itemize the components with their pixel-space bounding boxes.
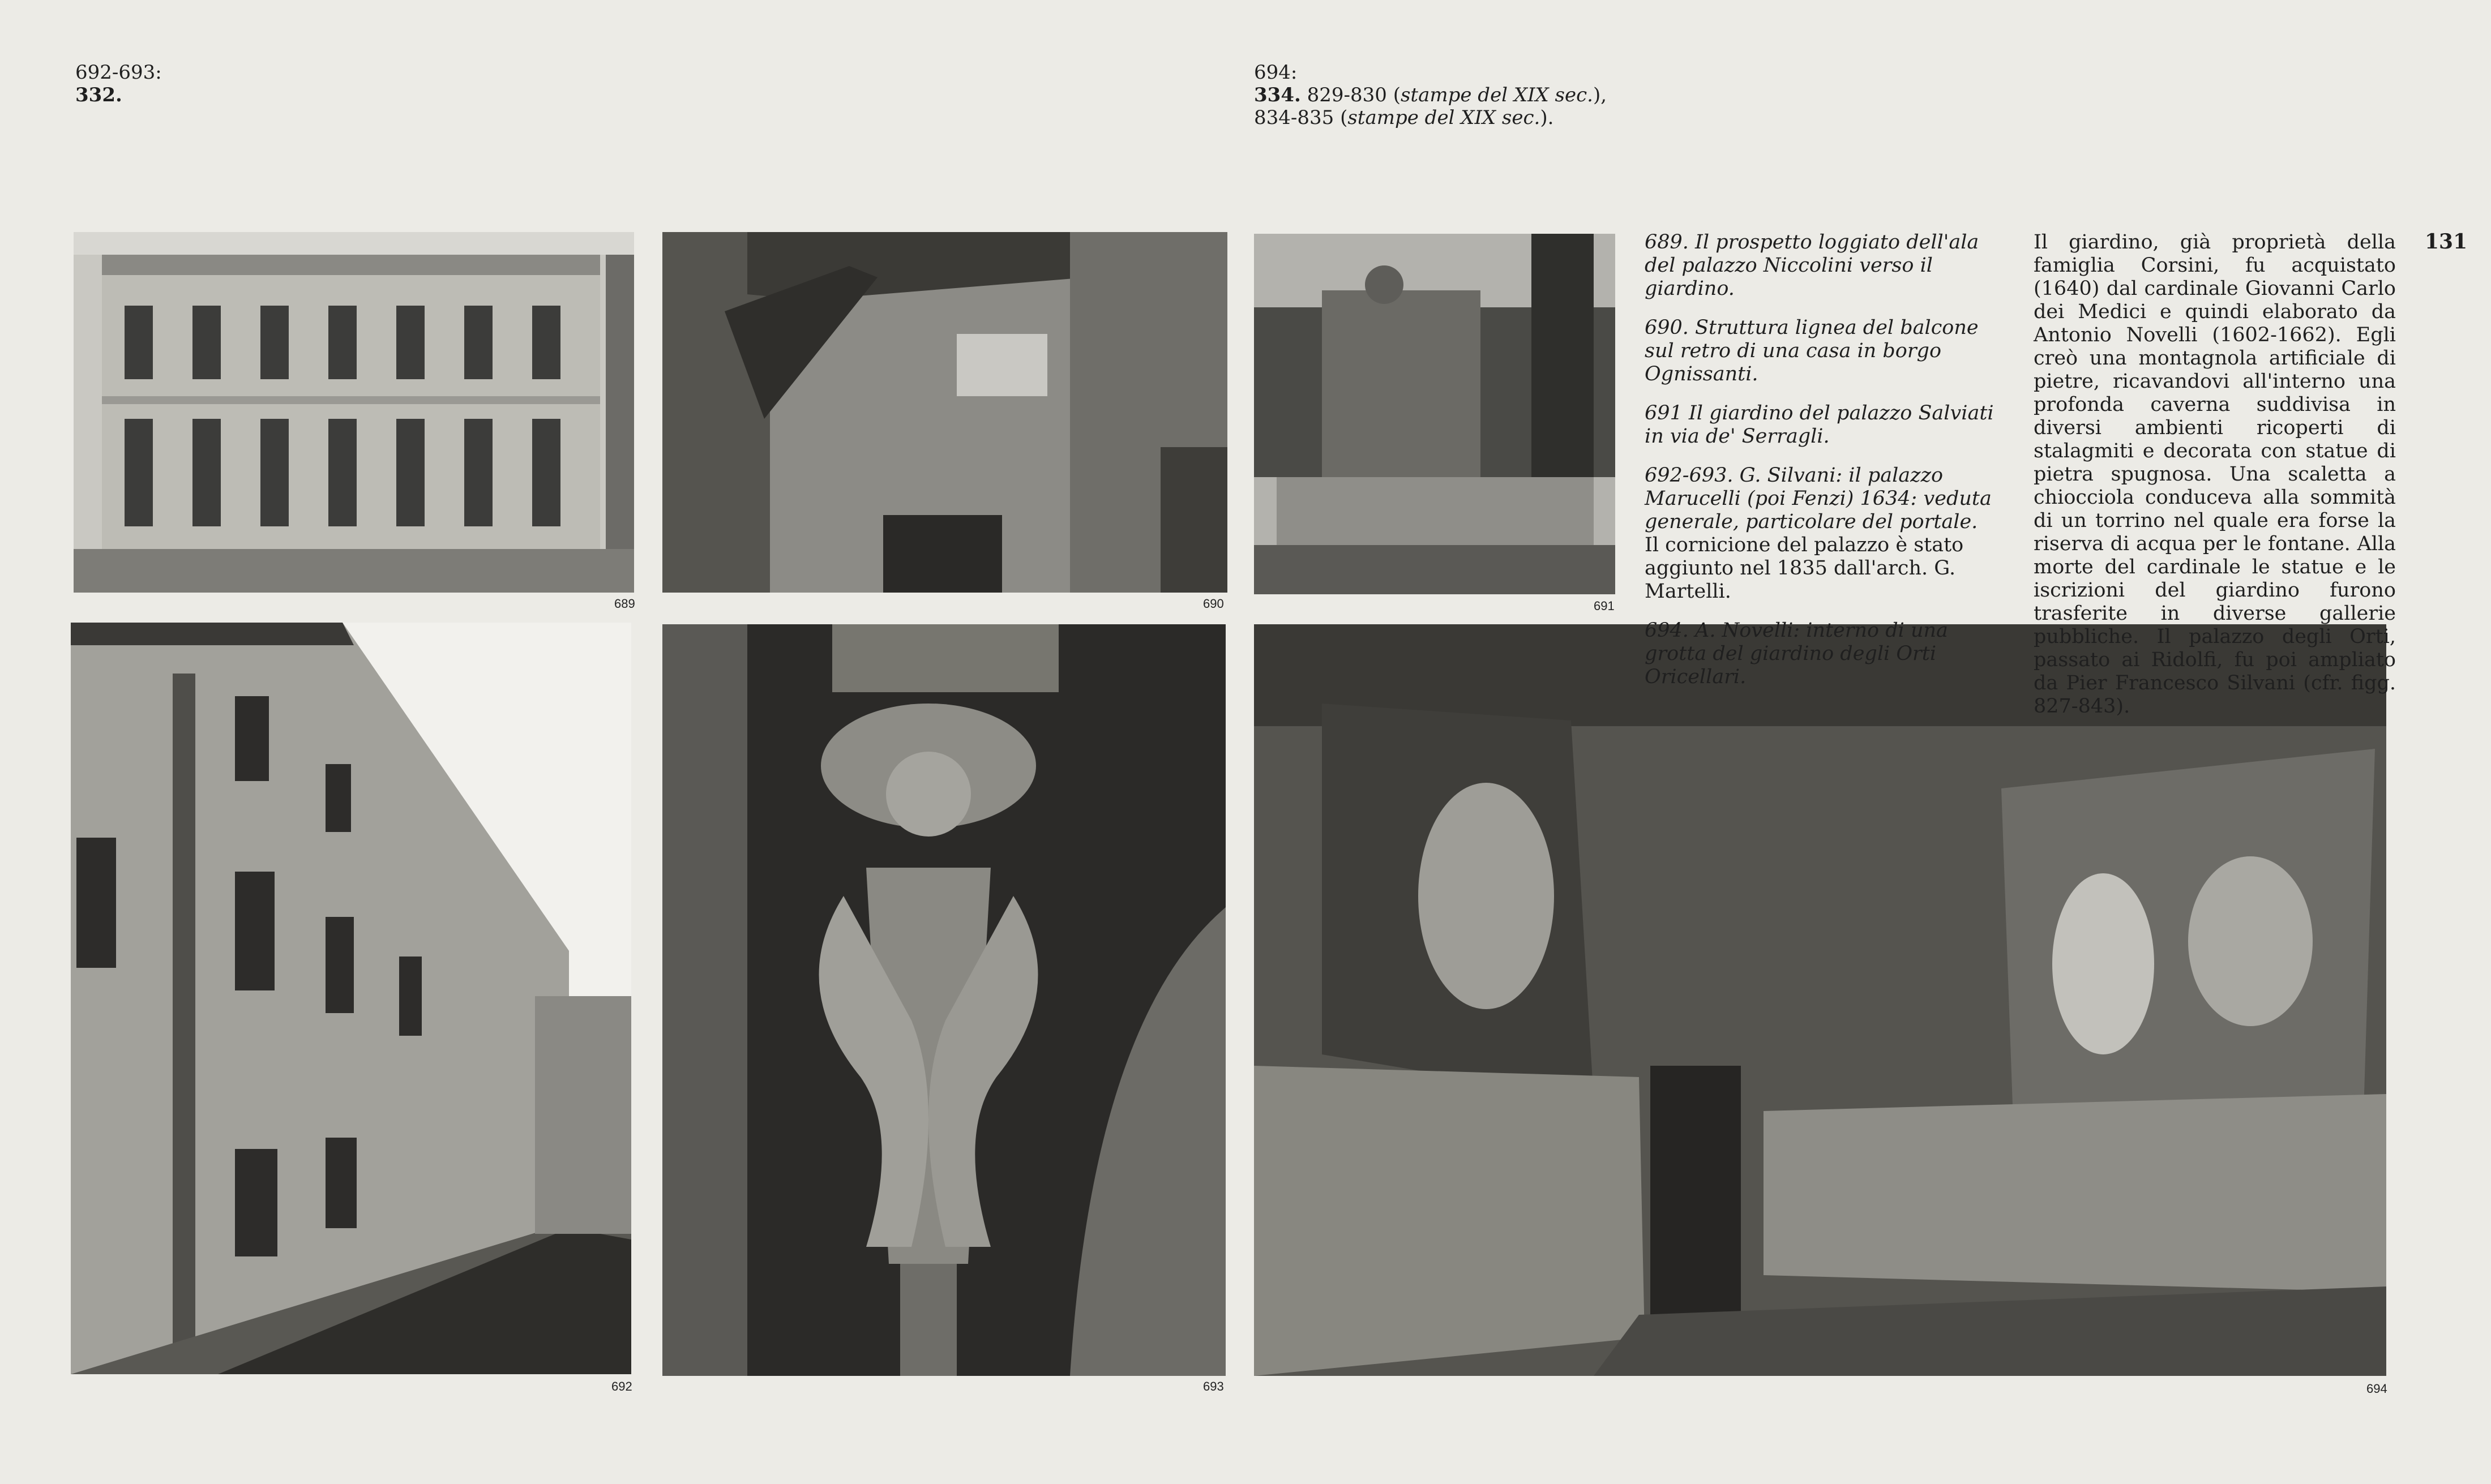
body-text: Il giardino, già proprietà della famiglia Corsini, fu acquistato (1640) dal cardinale Giovanni Carlo dei Medici e quindi elaborato da Antonio Novelli (1602-1662). Egli creò una montagnola artificiale di pietre, ricavandovi all'interno una profonda caverna suddivisa in diversi ambienti ricoperti di stalagmiti e decorata con statue di pietra spugnosa. Una scaletta a chiocciola conduceva alla sommità di un torrino nel quale era forse la riserva di acqua per le fontane. Alla morte del cardinale le statue e le iscrizioni del giardino furono trasferite in diverse gallerie pubbliche. Il palazzo degli Orti, passato ai Ridolfi, fu poi ampliato da Pier Francesco Silvani (cfr. figg. 827-843).	[2034, 231, 2396, 718]
photo-690-balcony	[662, 232, 1227, 593]
caption-692-note: Il cornicione del palazzo è stato aggiunto nel 1835 dall'arch. G. Martelli.	[1645, 534, 1964, 603]
caption-691: 691 Il giardino del palazzo Salviati in via de' Serragli.	[1645, 402, 1994, 448]
figure-number-693: 693	[1203, 1379, 1224, 1393]
figure-number-694: 694	[2366, 1382, 2387, 1396]
reference-right-line3: 834-835 (stampe del XIX sec.).	[1254, 106, 1554, 129]
captions-column	[1645, 231, 2001, 705]
photo-692-palazzo	[71, 623, 631, 1374]
figure-number-689: 689	[614, 597, 635, 611]
photo-689-loggia	[74, 232, 634, 593]
photo-691-garden	[1254, 234, 1615, 594]
reference-left	[75, 61, 162, 106]
reference-left-line1: 692-693:	[75, 61, 162, 84]
caption-694: 694. A. Novelli: interno di una grotta del giardino degli Orti Oricellari.	[1645, 619, 1948, 688]
reference-right-line1: 694:	[1254, 61, 1298, 84]
caption-689: 689. Il prospetto loggiato dell'ala del palazzo Niccolini verso il giardino.	[1645, 231, 1979, 300]
figure-number-690: 690	[1203, 597, 1224, 611]
caption-690: 690. Struttura lignea del balcone sul retro di una casa in borgo Ognissanti.	[1645, 316, 1979, 385]
figure-number-692: 692	[611, 1379, 632, 1393]
photo-694-grotto	[1254, 624, 2386, 1376]
reference-left-line2: 332.	[75, 84, 122, 106]
photo-693-portal-detail	[662, 624, 1226, 1376]
caption-692-693: 692-693. G. Silvani: il palazzo Marucelli (poi Fenzi) 1634: veduta generale, particolare del portale.	[1645, 464, 1992, 533]
reference-right	[1254, 61, 1607, 129]
page-number: 131	[2425, 230, 2468, 254]
figure-number-691: 691	[1594, 599, 1615, 613]
reference-right-line2: 334. 829-830 (stampe del XIX sec.),	[1254, 84, 1607, 106]
